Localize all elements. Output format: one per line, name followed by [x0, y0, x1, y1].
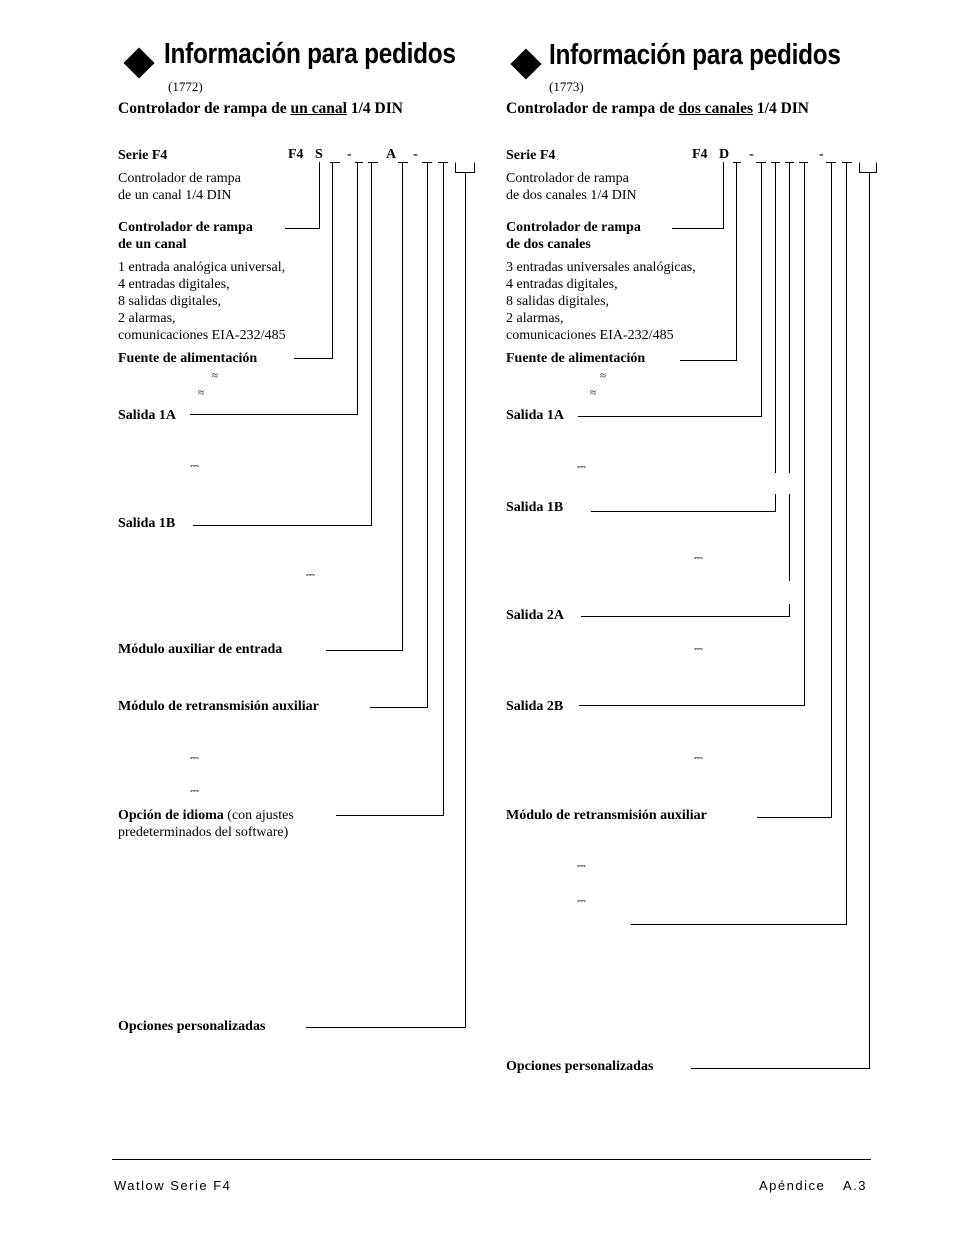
right-feature-2: 4 entradas digitales,	[506, 277, 618, 292]
right-leader-power	[680, 162, 737, 361]
right-series-desc-1: Controlador de rampa	[506, 171, 629, 186]
left-custom-options-label: Opciones personalizadas	[118, 1019, 266, 1034]
left-feature-1: 1 entrada analógica universal,	[118, 260, 286, 275]
left-dc-symbol-4: ⎓	[190, 785, 199, 797]
right-subtitle-suffix: 1/4 DIN	[753, 100, 809, 117]
left-code-dash1: -	[347, 147, 352, 162]
left-series-desc-1: Controlador de rampa	[118, 171, 241, 186]
left-leader-aux-retrans	[370, 162, 428, 708]
right-dc-symbol-5: ⎓	[577, 860, 586, 872]
left-series-label: Serie F4	[118, 148, 168, 163]
right-model-number: (1773)	[549, 79, 584, 94]
right-dc-symbol-3: ⎓	[694, 643, 703, 655]
left-aux-input-label: Módulo auxiliar de entrada	[118, 642, 283, 657]
right-feature-1: 3 entradas universales analógicas,	[506, 260, 696, 275]
left-feature-3: 8 salidas digitales,	[118, 294, 222, 309]
left-dc-symbol-1: ⎓	[190, 460, 199, 472]
left-leader-controller	[285, 162, 320, 229]
right-power-label: Fuente de alimentación	[506, 351, 646, 366]
right-ac-symbol-2: ≈	[590, 387, 597, 399]
right-page-title: Información para pedidos	[549, 39, 841, 71]
left-dc-symbol-3: ⎓	[190, 752, 199, 764]
footer-section: Apéndice	[759, 1178, 826, 1193]
left-output-1b-label: Salida 1B	[118, 516, 176, 531]
left-feature-4: 2 alarmas,	[118, 311, 176, 326]
right-series-label: Serie F4	[506, 148, 556, 163]
left-code-dash2: -	[413, 147, 418, 162]
right-leader-output-1a	[578, 162, 762, 417]
right-ctrl-label-1: Controlador de rampa	[506, 220, 641, 235]
left-power-label: Fuente de alimentación	[118, 351, 258, 366]
left-ac-symbol-2: ≈	[198, 387, 205, 399]
right-ac-symbol-1: ≈	[600, 370, 607, 382]
right-code-dash1: -	[749, 147, 754, 162]
left-language-note-2: predeterminados del software)	[118, 825, 289, 840]
right-code-dash2: -	[819, 147, 824, 162]
right-output-2b-label: Salida 2B	[506, 699, 564, 714]
left-dc-symbol-2: ⎓	[306, 569, 315, 581]
left-leader-output-1b	[193, 162, 372, 526]
right-output-1b-label: Salida 1B	[506, 500, 564, 515]
right-leader-output-1b	[591, 494, 776, 512]
right-code-f4: F4	[692, 147, 708, 162]
left-code-letter: S	[315, 147, 323, 162]
right-dc-symbol-1: ⎓	[577, 461, 586, 473]
left-leader-custom	[306, 172, 466, 1028]
right-leader-custom	[691, 172, 870, 1069]
left-output-1a-label: Salida 1A	[118, 408, 176, 423]
left-code-custom-bracket	[456, 163, 475, 173]
right-ctrl-label-2: de dos canales	[506, 237, 591, 252]
right-feature-5: comunicaciones EIA-232/485	[506, 328, 674, 343]
right-series-desc-2: de dos canales 1/4 DIN	[506, 188, 637, 203]
right-feature-4: 2 alarmas,	[506, 311, 564, 326]
right-code-letter: D	[719, 147, 730, 162]
right-output-2a-label: Salida 2A	[506, 608, 564, 623]
left-page-title: Información para pedidos	[164, 38, 456, 70]
left-subtitle-prefix: Controlador de rampa de	[118, 100, 291, 117]
right-leader-aux-retrans	[757, 162, 832, 818]
right-dc-symbol-2: ⎓	[694, 552, 703, 564]
left-ac-symbol-1: ≈	[212, 370, 219, 382]
left-ctrl-label-1: Controlador de rampa	[118, 220, 253, 235]
right-aux-retrans-label: Módulo de retransmisión auxiliar	[506, 808, 707, 823]
left-model-number: (1772)	[168, 79, 203, 94]
left-series-desc-2: de un canal 1/4 DIN	[118, 188, 232, 203]
left-ctrl-label-2: de un canal	[118, 237, 187, 252]
right-code-custom-bracket	[860, 163, 877, 173]
left-code-a: A	[386, 147, 397, 162]
left-language-note-1: (con ajustes	[223, 808, 294, 823]
right-dc-symbol-6: ⎓	[577, 895, 586, 907]
right-feature-3: 8 salidas digitales,	[506, 294, 610, 309]
right-dc-symbol-4: ⎓	[694, 752, 703, 764]
footer-publication: Watlow Serie F4	[114, 1178, 232, 1193]
left-feature-2: 4 entradas digitales,	[118, 277, 230, 292]
left-language-label: Opción de idioma	[118, 808, 224, 823]
right-leader-output-2a	[581, 604, 790, 617]
right-leader-controller	[672, 162, 724, 229]
left-subtitle-underlined: un canal	[290, 100, 347, 117]
left-leader-power	[294, 162, 333, 359]
left-subtitle-suffix: 1/4 DIN	[346, 100, 403, 117]
left-leader-aux-input	[326, 162, 403, 651]
left-code-f4: F4	[288, 147, 304, 162]
right-leader-unlabeled-option	[631, 162, 847, 925]
right-subtitle-underlined: dos canales	[678, 100, 754, 117]
left-feature-5: comunicaciones EIA-232/485	[118, 328, 286, 343]
right-custom-options-label: Opciones personalizadas	[506, 1059, 654, 1074]
left-aux-retrans-label: Módulo de retransmisión auxiliar	[118, 699, 319, 714]
footer-page-number: A.3	[843, 1178, 868, 1193]
right-output-1a-label: Salida 1A	[506, 408, 564, 423]
right-subtitle-prefix: Controlador de rampa de	[506, 100, 679, 117]
right-leader-output-2b	[579, 162, 805, 706]
